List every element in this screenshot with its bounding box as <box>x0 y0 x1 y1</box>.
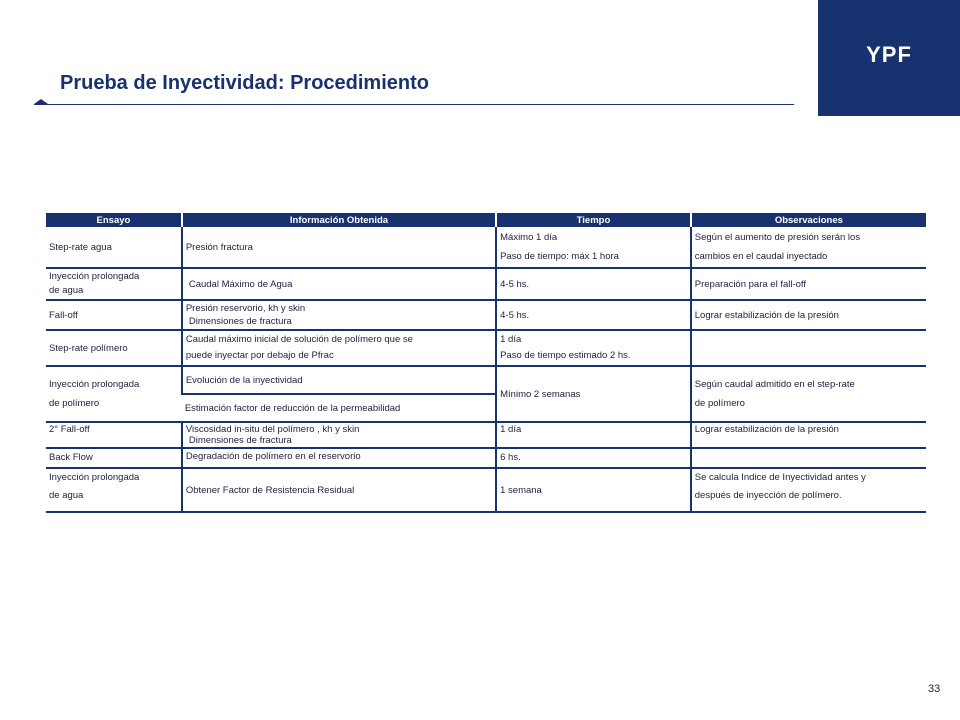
cell-info: Obtener Factor de Resistencia Residual <box>182 468 496 512</box>
header-informacion: Información Obtenida <box>182 213 496 227</box>
header-ensayo: Ensayo <box>46 213 182 227</box>
table-row <box>46 330 926 366</box>
cell-tiempo: 4-5 hs. <box>496 300 691 330</box>
table-row <box>46 300 926 330</box>
ypf-logo <box>818 0 960 116</box>
cell-obs: Se calcula Indice de Inyectividad antes y después de inyección de polímero. <box>691 468 926 512</box>
table-header-row <box>46 213 926 227</box>
cell-info: Caudal máximo inicial de solución de polímero que se puede inyectar por debajo de Pfrac <box>182 330 496 366</box>
table-row <box>46 448 926 468</box>
title-divider <box>34 104 794 105</box>
cell-info: Degradación de polímero en el reservorio <box>182 448 496 468</box>
cell-ensayo: Back Flow <box>46 448 182 468</box>
cell-obs: Lograr estabilización de la presión <box>691 422 926 448</box>
cell-obs: Lograr estabilización de la presión <box>691 300 926 330</box>
cell-tiempo: 6 hs. <box>496 448 691 468</box>
cell-ensayo: Inyección prolongada de agua <box>46 268 182 300</box>
cell-obs <box>691 448 926 468</box>
cell-info: Viscosidad in-situ del polímero , kh y skin Dimensiones de fractura <box>182 422 496 448</box>
table-row <box>46 366 926 394</box>
cell-tiempo: 4-5 hs. <box>496 268 691 300</box>
cell-obs <box>691 330 926 366</box>
procedure-table <box>46 213 926 513</box>
cell-obs: Preparación para el fall-off <box>691 268 926 300</box>
cell-tiempo: 1 semana <box>496 468 691 512</box>
cell-info: Presión fractura <box>182 227 496 268</box>
cell-ensayo: Fall-off <box>46 300 182 330</box>
logo-text: YPF <box>866 42 912 67</box>
cell-tiempo: Máximo 1 día Paso de tiempo: máx 1 hora <box>496 227 691 268</box>
cell-tiempo: 1 día <box>496 422 691 448</box>
cell-ensayo: Step-rate polímero <box>46 330 182 366</box>
cell-ensayo: Inyección prolongada de agua <box>46 468 182 512</box>
cell-tiempo: Mínimo 2 semanas <box>496 366 691 422</box>
page-number: 33 <box>928 683 941 695</box>
cell-ensayo: Step-rate agua <box>46 227 182 268</box>
table-row <box>46 227 926 268</box>
header-observaciones: Observaciones <box>691 213 926 227</box>
cell-ensayo: 2° Fall-off <box>46 422 182 448</box>
table-row <box>46 268 926 300</box>
cell-info: Evolución de la inyectividad <box>182 366 496 394</box>
cell-info: Caudal Máximo de Agua <box>182 268 496 300</box>
cell-obs: Según caudal admitido en el step-rate de polímero <box>691 366 926 422</box>
cell-obs: Según el aumento de presión serán los cambios en el caudal inyectado <box>691 227 926 268</box>
table-row <box>46 468 926 512</box>
cell-tiempo: 1 día Paso de tiempo estimado 2 hs. <box>496 330 691 366</box>
page-title: Prueba de Inyectividad: Procedimiento <box>60 72 429 94</box>
header-tiempo: Tiempo <box>496 213 691 227</box>
cell-info: Presión reservorio, kh y skin Dimensiones de fractura <box>182 300 496 330</box>
cell-info: Estimación factor de reducción de la permeabilidad <box>182 394 496 422</box>
cell-ensayo: Inyección prolongada de polímero <box>46 366 182 422</box>
table-row <box>46 422 926 448</box>
